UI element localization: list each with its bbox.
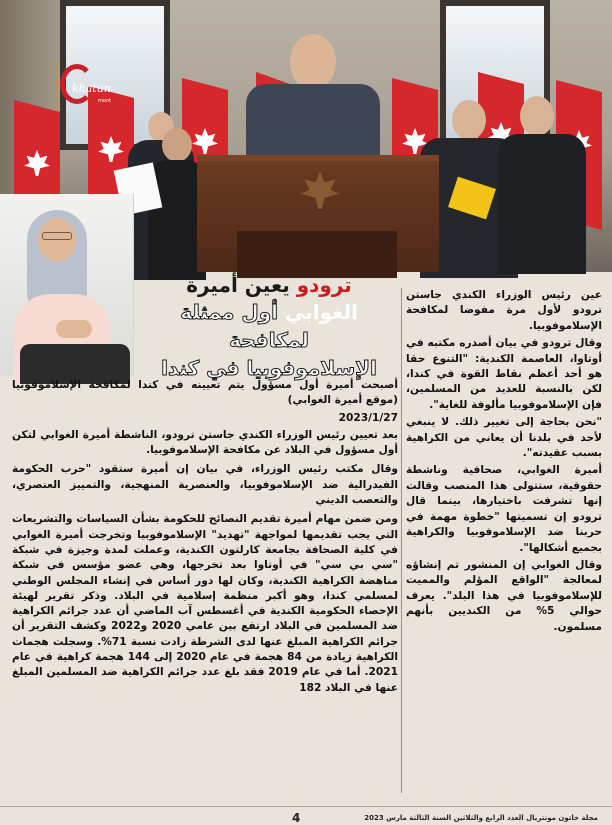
main-column: [12, 378, 398, 808]
page-number: 4: [292, 811, 301, 825]
headline-line1-rest: يعين أميرة: [186, 273, 297, 297]
headline-line2-rest: أول ممثلة لمكافحة: [180, 300, 309, 352]
side-column: [406, 288, 602, 808]
headline-line3: الإسلاموفوبيا في كندا: [161, 356, 377, 380]
headline-name-1: ترودو: [296, 273, 352, 297]
magazine-logo: [58, 62, 128, 112]
headline-name-2: الغوابي: [285, 300, 358, 324]
footer-rule: [0, 806, 612, 807]
article-date: 2023/1/27: [338, 411, 398, 424]
article-headline: [140, 272, 398, 380]
photo-caption: أصبحت أميرة أول مسؤول يتم تعيينه في كندا لمكافحة الإسلاموفوبيا (موقع أميرة الغوابي): [12, 379, 398, 407]
glasses-icon: [42, 232, 72, 240]
side-paragraph: وقال الغوابي إن المنشور تم إنشاؤه لمعالجة "الواقع المؤلم والمميت للإسلاموفوبيا في هذا البلد". يعرف حوالي 5% من الكنديين بأنهم مسلمون.: [406, 558, 602, 633]
main-paragraph: ومن ضمن مهام أميرة تقديم النصائح للحكومة بشأن السياسات والتشريعات التي يجب تقديمها لمواجهة "تهديد" الإسلاموفوبيا وتخرجت أميرة الغوابي في كلية الصحافة بجامعة كارلتون الكندية، وعملت لمدة وجيزة في شبكة "سي بي سي" في أوتاوا بعد تخرجها، وهي عضو مؤسس في شبكة مناهضة الكراهية الكندية، وكان لها دور أساس في إنشاء المجلس الوطني لمسلمي كندا، وهو أكبر منظمة إسلامية في البلاد. وذكر تقرير لهيئة الإحصاء الحكومية الكندية في أغسطس آب الماضي أن عدد جرائم الكراهية ضد المسلمين في البلاد ارتفع بين عامي 2020 و2022 وكشف التقرير أن جرائم الكراهية المبلغ عنها لدى الشرطة زادت نسبة 71%. وسجلت هجمات الكراهية زيادة من 84 هجمة في عام 2020 إلى 144 هجمة كراهية في عام 2021. أما في عام 2019 فقد بلغ عدد جرائم الكراهية ضد المسلمين المبلغ عنها في البلاد 182: [12, 513, 398, 694]
podium: [197, 155, 439, 272]
magazine-issue-line: مجلة خاتون مونتريال العدد الرابع والثلاثين السنة الثالثة مارس 2023: [364, 814, 598, 822]
maple-leaf-emblem: [301, 171, 339, 209]
side-paragraph: أميرة الغوابي، صحافية وناشطة حقوقية، ستتولى هذا المنصب وقالت إنها تشرفت باختيارها، بينما قال ترودو إن تسميتها "خطوة مهمة في حربنا ضد الإسلاموفوبيا والكراهية بجميع أشكالها".: [406, 464, 602, 554]
side-paragraph: وقال ترودو في بيان أصدره مكتبه في أوتاوا، العاصمة الكندية: "التنوع حقا هو أحد أعظم نقاط القوة في كندا، لكن بالنسبة للعديد من المسلمين، فإن الإسلاموفوبيا مألوفة للغاية".: [406, 337, 602, 411]
main-paragraph: وقال مكتب رئيس الوزراء، في بيان إن أميرة ستقود "حرب الحكومة الفيدرالية ضد الإسلاموفوبيا، والعنصرية المنهجية، والتمييز العنصري، والتعصب الديني: [12, 463, 398, 507]
side-paragraph: عين رئيس الوزراء الكندي جاستن ترودو لأول مرة مفوضا لمكافحة الإسلاموفوبيا.: [406, 289, 602, 332]
main-paragraph: بعد تعيين رئيس الوزراء الكندي جاستن ترودو، الناشطة أميرة الغوابي لتكن أول مسؤول في البلاد عن مكافحة الإسلاموفوبيا.: [12, 428, 398, 457]
logo-text: khatun: [72, 82, 111, 95]
portrait-photo: [0, 194, 134, 376]
side-paragraph: "نحن بحاجة إلى تغيير ذلك. لا ينبغي لأحد في بلدنا أن يعاني من الكراهية بسبب عقيدته".: [406, 416, 602, 460]
column-divider: [401, 288, 402, 793]
logo-subtext: mont: [98, 98, 112, 104]
